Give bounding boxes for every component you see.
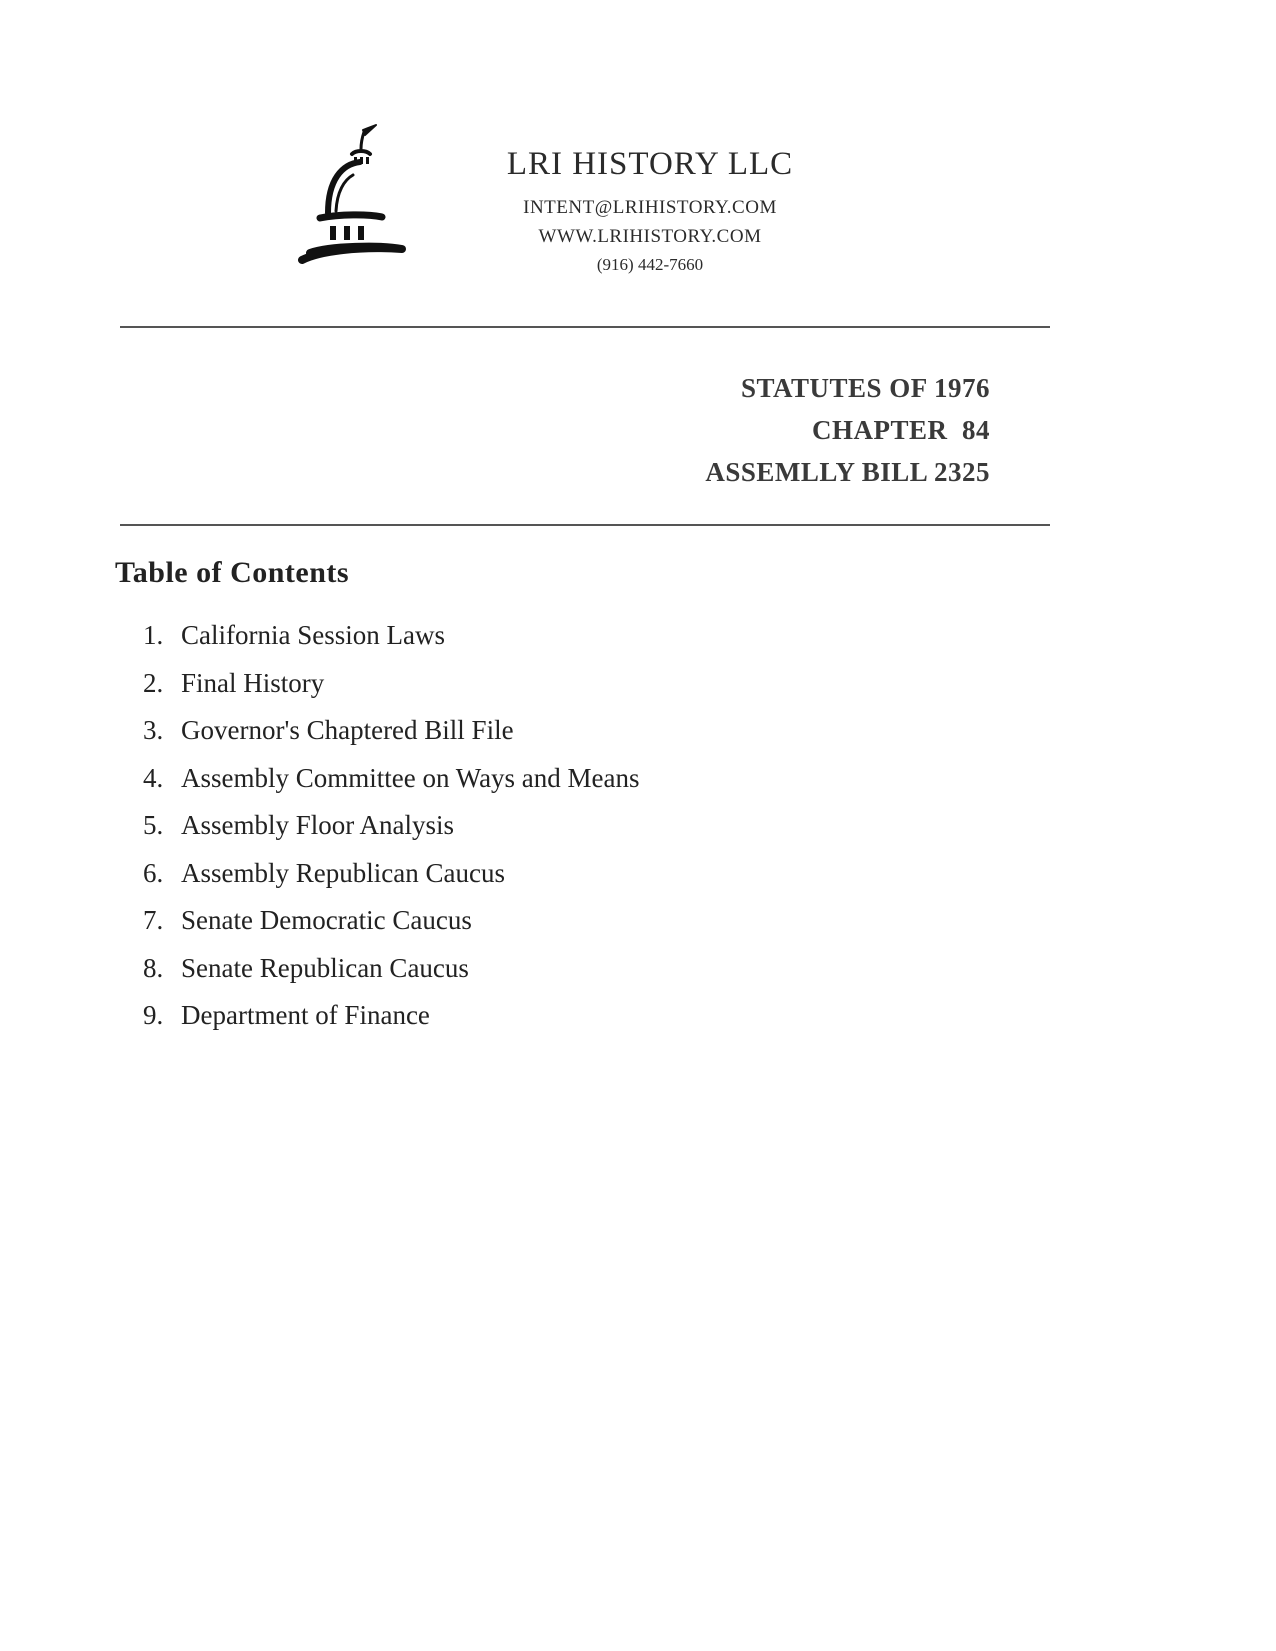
company-name: LRI HISTORY LLC: [506, 146, 794, 182]
company-contact-block: [485, 118, 815, 275]
toc-item-number: 6.: [143, 857, 164, 888]
toc-item-number: 3.: [143, 715, 164, 745]
capitol-building-icon: [290, 118, 430, 283]
toc-item-label: Final History: [181, 667, 325, 698]
toc-item-label: Department of Finance: [181, 1000, 430, 1030]
toc-item-label: California Session Laws: [181, 620, 445, 650]
company-website: WWW.LRIHISTORY.COM: [538, 226, 762, 247]
toc-item-label: Governor's Chaptered Bill File: [181, 715, 514, 745]
toc-item-number: 9.: [143, 1000, 164, 1030]
toc-item-label: Senate Democratic Caucus: [181, 905, 472, 935]
toc-item: [143, 1002, 640, 1029]
divider-top: [120, 326, 1050, 328]
company-email: INTENT@LRIHISTORY.COM: [523, 197, 777, 218]
toc-item-number: 4.: [143, 762, 164, 793]
toc-heading: Table of Contents: [115, 556, 350, 589]
title-block: [120, 368, 990, 494]
title-bill: ASSEMLLY BILL 2325: [705, 456, 990, 487]
toc-item-label: Assembly Floor Analysis: [181, 810, 455, 840]
toc-item: [143, 952, 640, 983]
toc-item: [143, 667, 640, 698]
toc-item-number: 7.: [143, 905, 164, 935]
toc-item: [143, 622, 640, 649]
toc-item: [143, 857, 640, 888]
toc-item-number: 5.: [143, 810, 164, 840]
company-logo: [290, 118, 430, 283]
toc-item: [143, 812, 640, 839]
toc-item-number: 8.: [143, 952, 164, 983]
title-chapter: CHAPTER 84: [811, 414, 990, 445]
toc-item: [143, 762, 640, 793]
toc-item-number: 1.: [143, 620, 164, 650]
toc-item-label: Assembly Republican Caucus: [181, 857, 505, 888]
divider-bottom: [120, 524, 1050, 526]
toc-item: [143, 717, 640, 744]
toc-item-label: Senate Republican Caucus: [181, 952, 469, 983]
toc-item-number: 2.: [143, 667, 164, 698]
toc-item-label: Assembly Committee on Ways and Means: [181, 762, 640, 793]
title-statutes: STATUTES OF 1976: [740, 373, 990, 403]
company-phone: (916) 442-7660: [596, 255, 704, 274]
toc-list: [143, 622, 640, 1050]
toc-item: [143, 907, 640, 934]
document-header: [290, 118, 815, 283]
